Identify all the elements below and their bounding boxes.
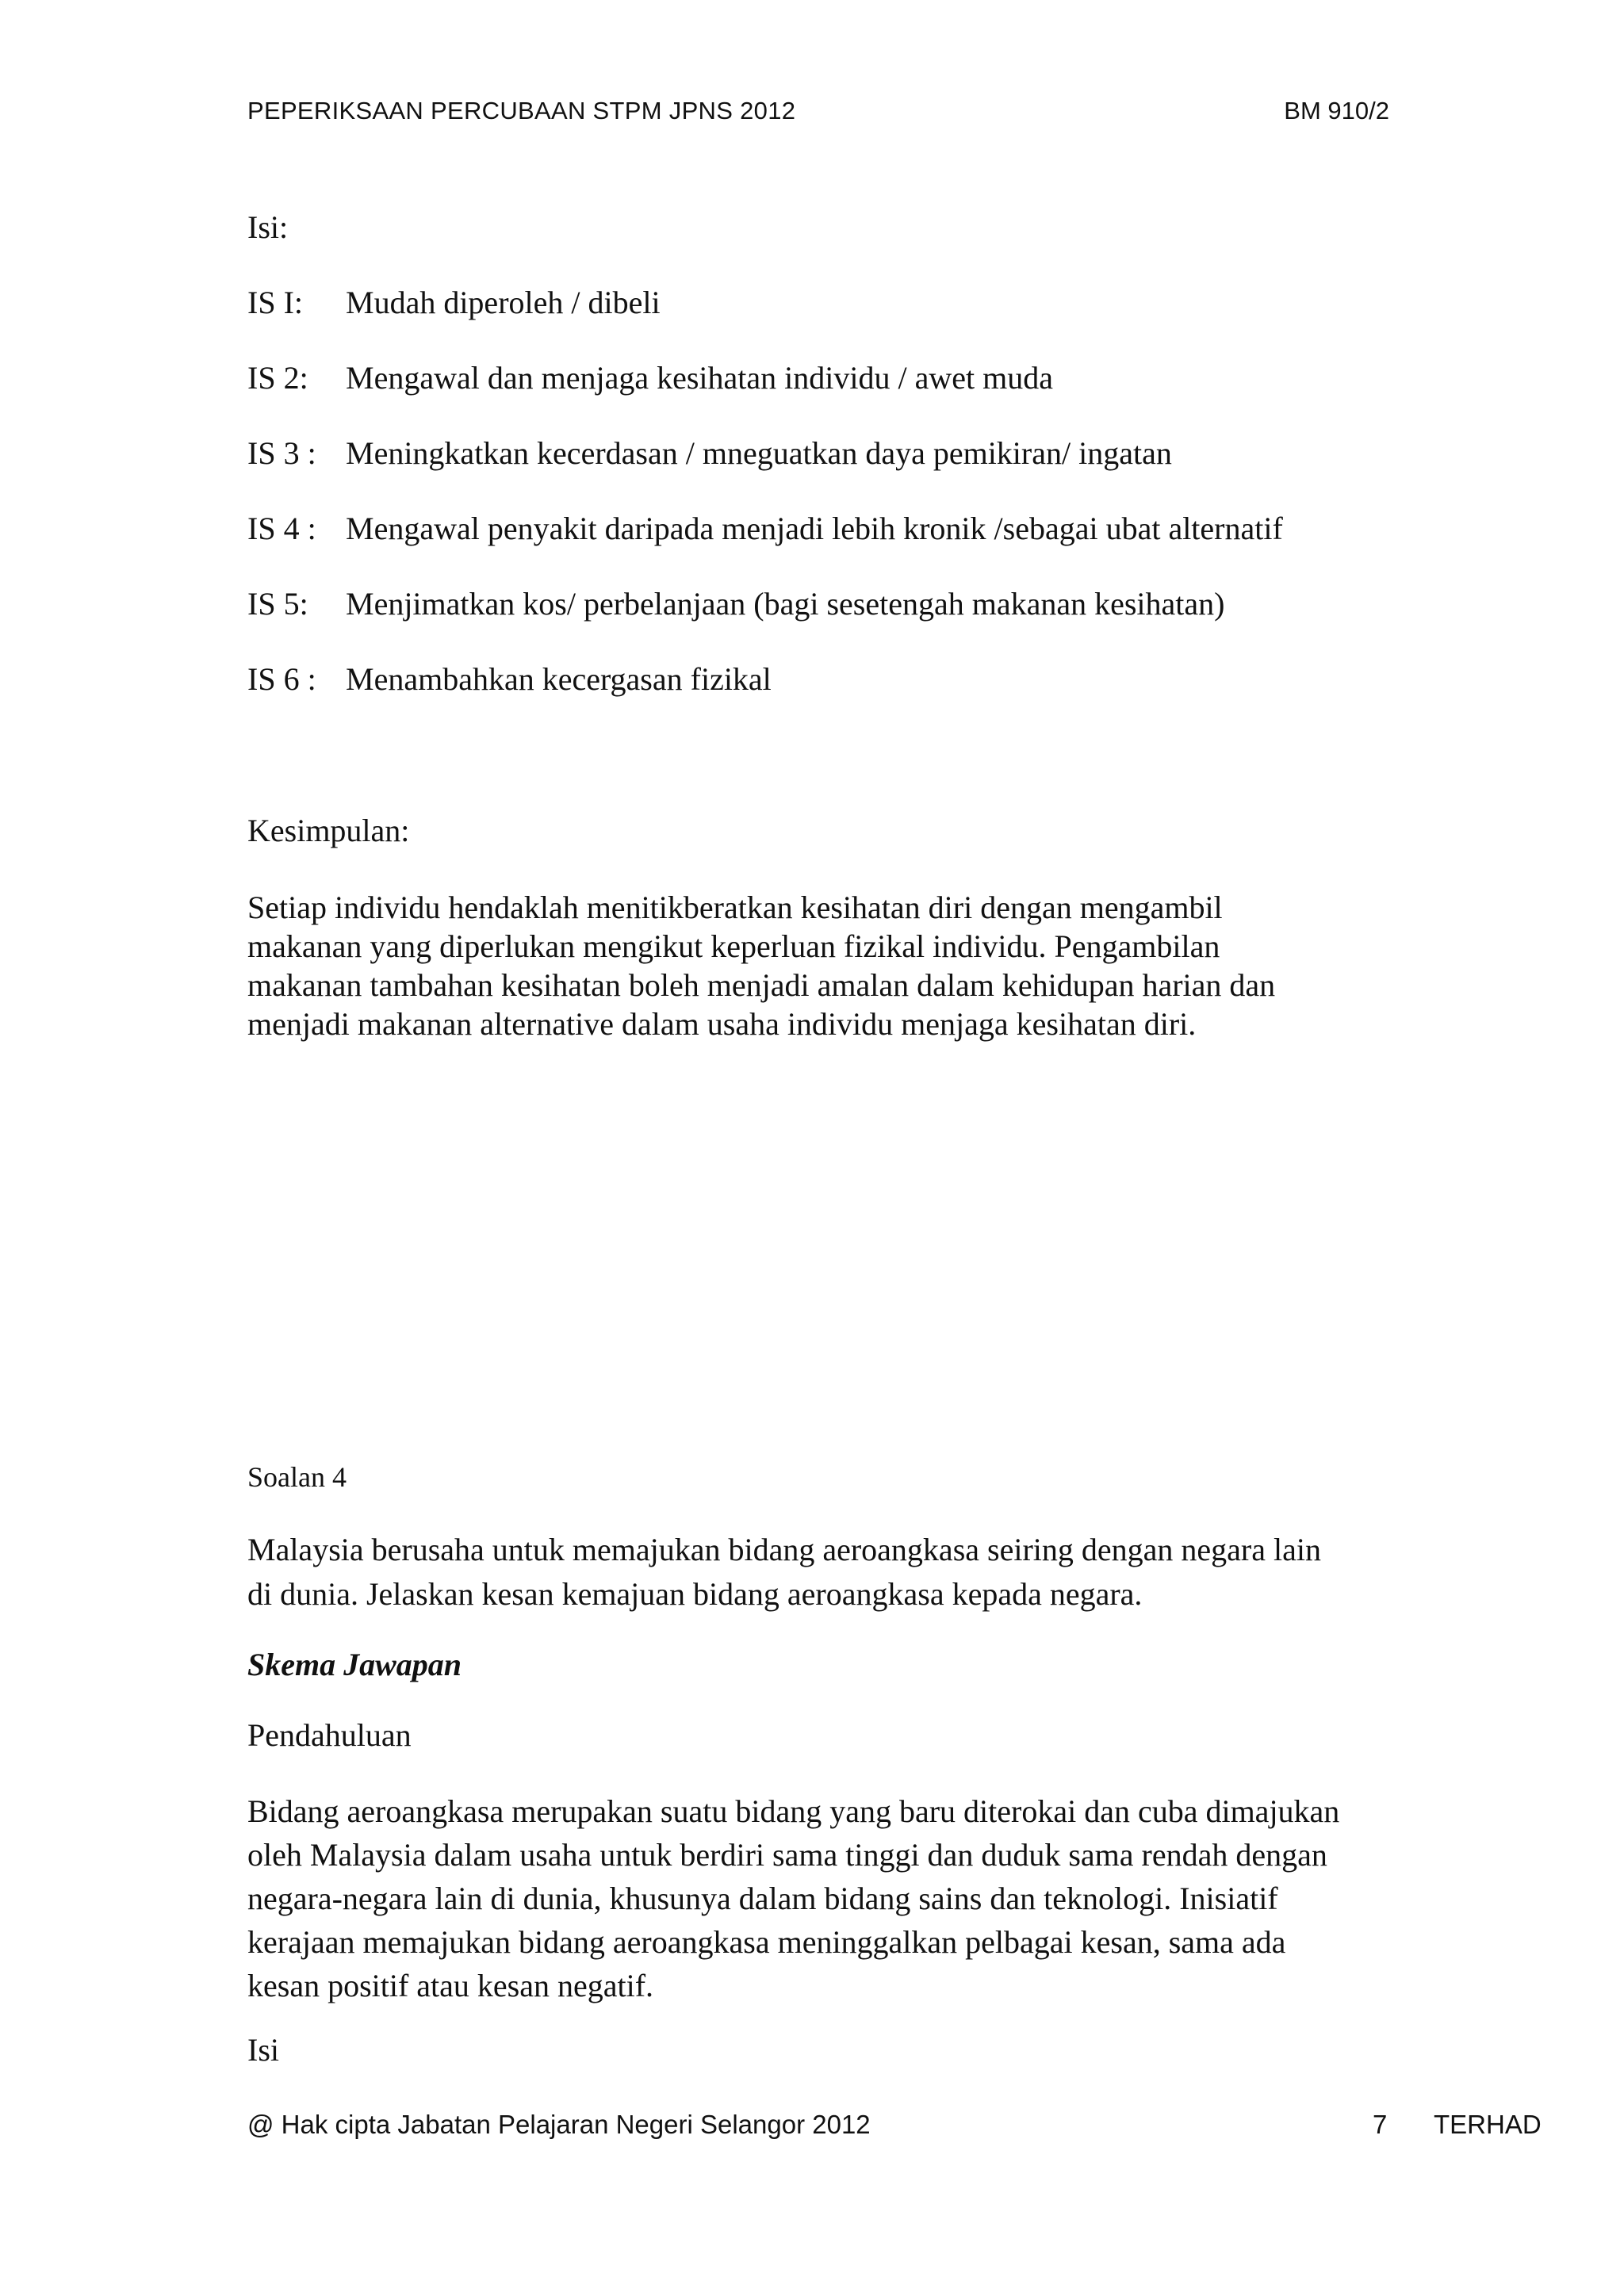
kesimpulan-heading: Kesimpulan:: [247, 813, 410, 848]
isi-item-label: IS 6 :: [247, 661, 316, 697]
kesimpulan-paragraph: [247, 888, 1275, 1043]
isi-item-label: IS I:: [247, 285, 303, 320]
header-exam-title: PEPERIKSAAN PERCUBAAN STPM JPNS 2012: [247, 97, 796, 124]
pendahuluan-paragraph: [247, 1789, 1339, 2007]
isi-item-label: IS 2:: [247, 360, 308, 396]
isi-item-text: Mudah diperoleh / dibeli: [346, 285, 661, 320]
header-paper-code: BM 910/2: [1284, 97, 1389, 124]
isi-item-label: IS 3 :: [247, 435, 316, 471]
paragraph-line: menjadi makanan alternative dalam usaha individu menjaga kesihatan diri.: [247, 1006, 1197, 1042]
footer-classification: TERHAD: [1434, 2110, 1542, 2139]
isi-item-text: Menjimatkan kos/ perbelanjaan (bagi sesetengah makanan kesihatan): [346, 586, 1225, 622]
paragraph-line: Setiap individu hendaklah menitikberatkan kesihatan diri dengan mengambil: [247, 890, 1223, 925]
footer-copyright: @ Hak cipta Jabatan Pelajaran Negeri Selangor 2012: [247, 2110, 871, 2139]
isi-item-label: IS 5:: [247, 586, 308, 622]
paragraph-line: Bidang aeroangkasa merupakan suatu bidang yang baru diterokai dan cuba dimajukan: [247, 1793, 1340, 1829]
paragraph-line: Malaysia berusaha untuk memajukan bidang aeroangkasa seiring dengan negara lain: [247, 1532, 1321, 1567]
isi-item-text: Meningkatkan kecerdasan / mneguatkan daya pemikiran/ ingatan: [346, 435, 1172, 471]
isi-item-label: IS 4 :: [247, 511, 316, 546]
isi-heading-2: Isi: [247, 2032, 279, 2068]
paragraph-line: kerajaan memajukan bidang aeroangkasa meninggalkan pelbagai kesan, sama ada: [247, 1924, 1286, 1960]
soalan-paragraph: [247, 1528, 1321, 1617]
paragraph-line: negara-negara lain di dunia, khusunya dalam bidang sains dan teknologi. Inisiatif: [247, 1881, 1278, 1916]
footer-page-number: 7: [1373, 2110, 1388, 2139]
paragraph-line: kesan positif atau kesan negatif.: [247, 1968, 654, 2003]
pendahuluan-heading: Pendahuluan: [247, 1717, 412, 1753]
isi-item-text: Menambahkan kecergasan fizikal: [346, 661, 772, 697]
paragraph-line: makanan tambahan kesihatan boleh menjadi amalan dalam kehidupan harian dan: [247, 967, 1276, 1003]
isi-item-text: Mengawal penyakit daripada menjadi lebih kronik /sebagai ubat alternatif: [346, 511, 1283, 546]
paragraph-line: makanan yang diperlukan mengikut keperluan fizikal individu. Pengambilan: [247, 928, 1220, 964]
soalan-heading: Soalan 4: [247, 1461, 347, 1493]
paragraph-line: di dunia. Jelaskan kesan kemajuan bidang aeroangkasa kepada negara.: [247, 1576, 1143, 1612]
isi-heading: Isi:: [247, 209, 289, 245]
paragraph-line: oleh Malaysia dalam usaha untuk berdiri sama tinggi dan duduk sama rendah dengan: [247, 1837, 1327, 1873]
skema-jawapan-heading: Skema Jawapan: [247, 1647, 462, 1682]
isi-item-text: Mengawal dan menjaga kesihatan individu / awet muda: [346, 360, 1053, 396]
